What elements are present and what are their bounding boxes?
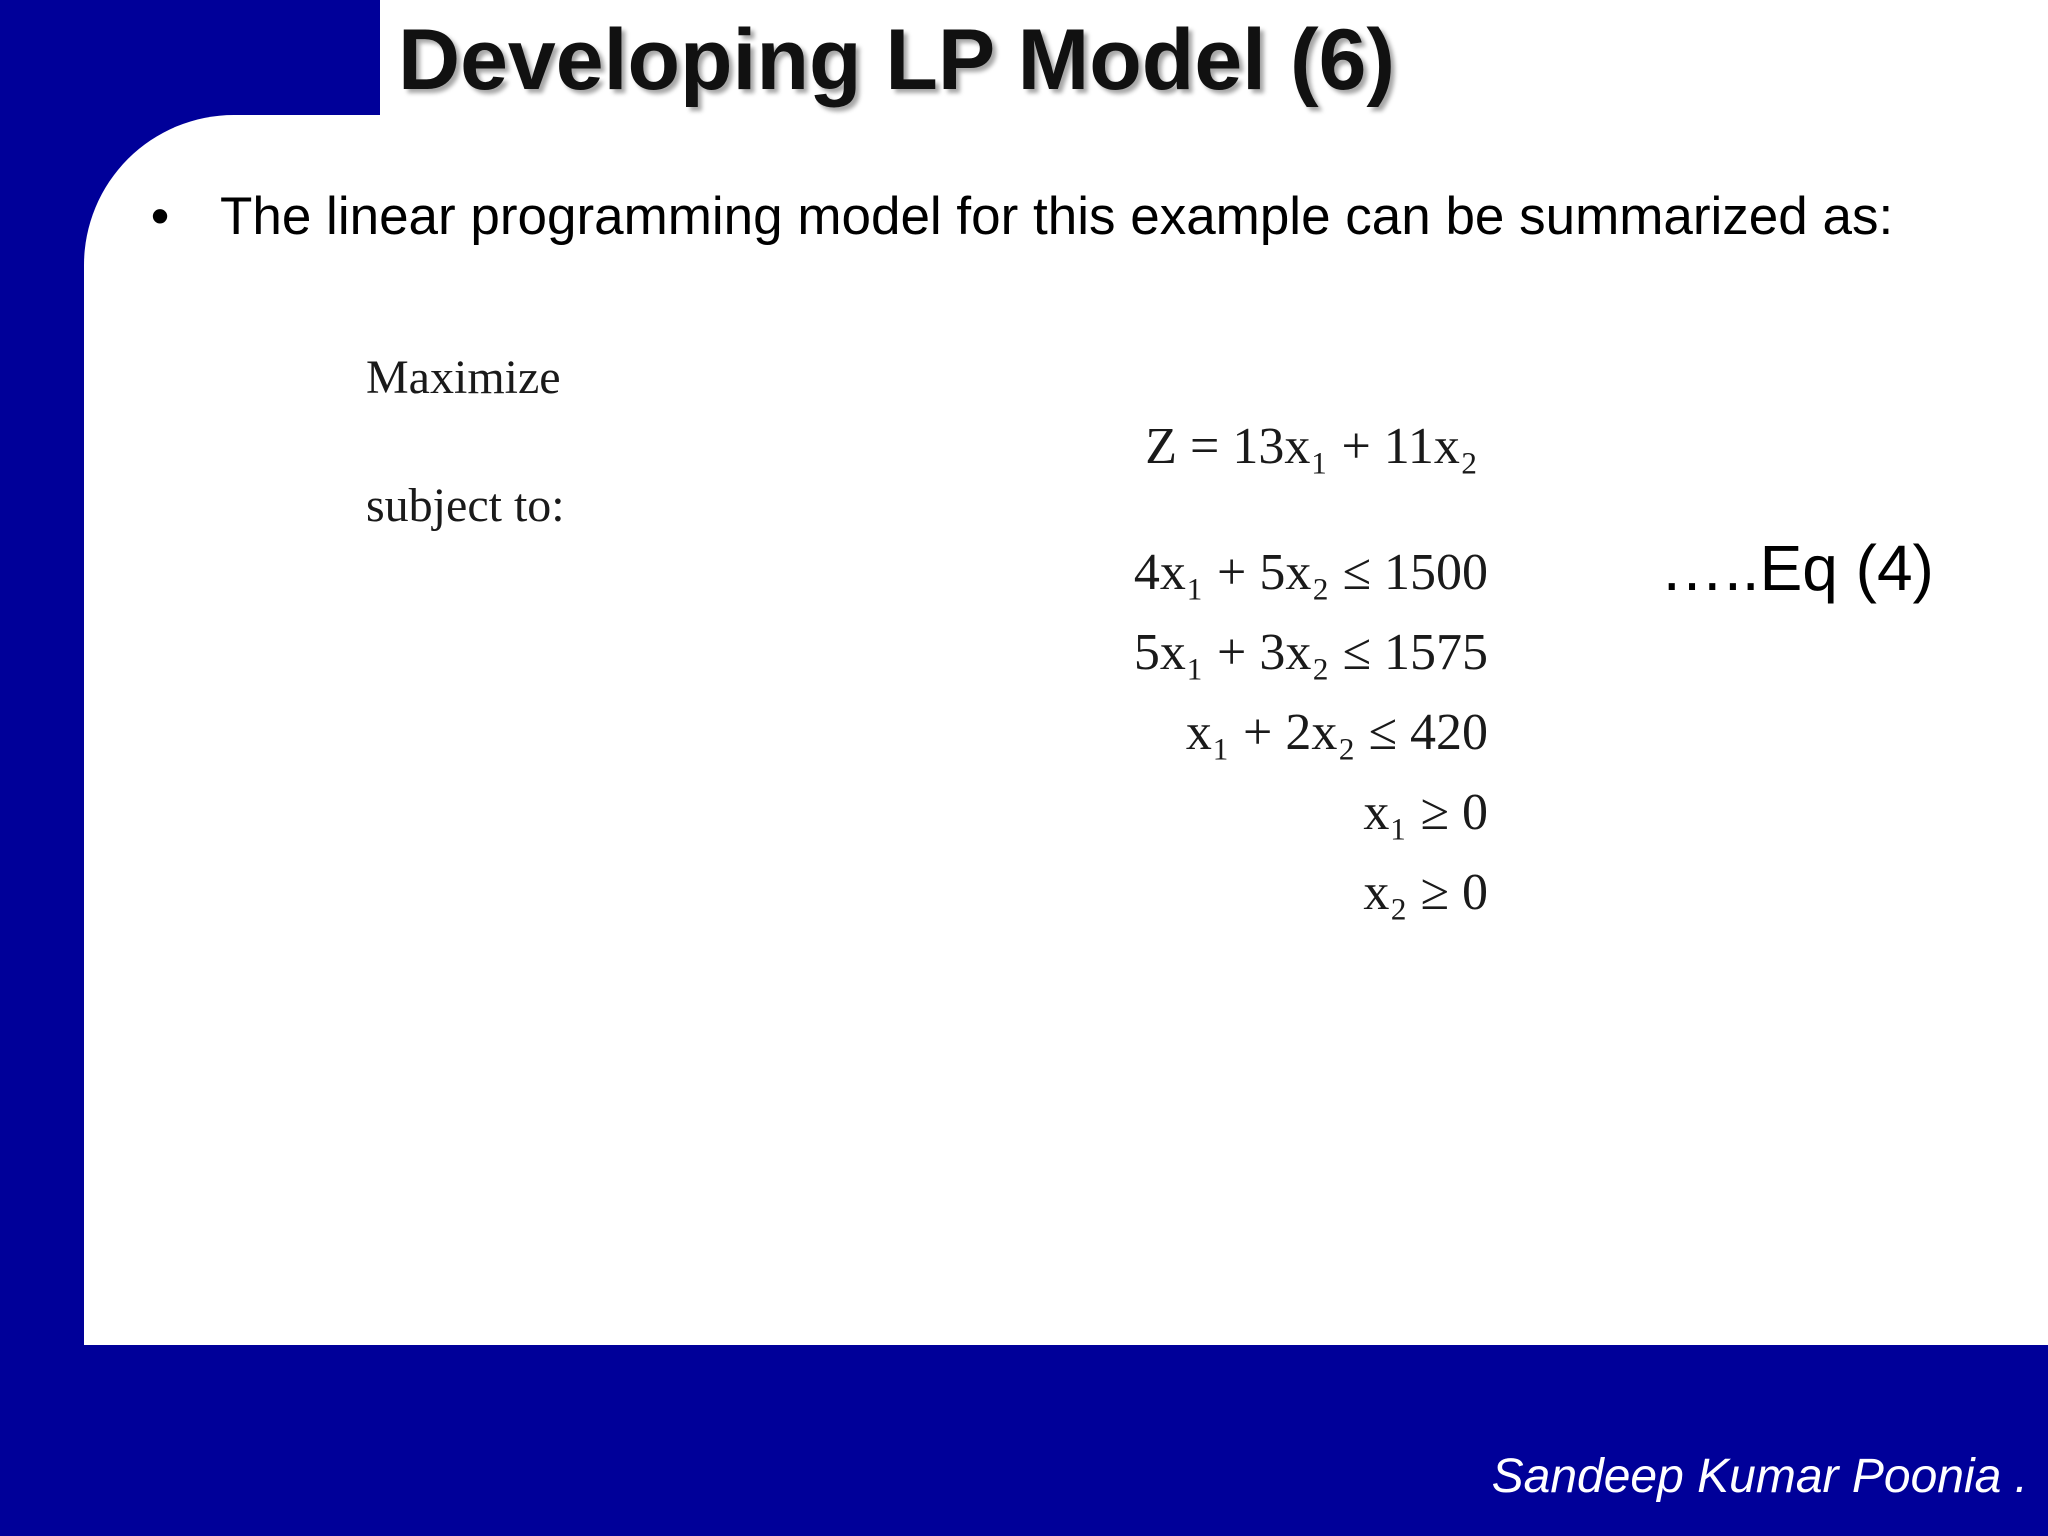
constraint-5: x₂ ≥ 0	[1363, 864, 1488, 921]
constraint-3: x₁ + 2x₂ ≤ 420	[1185, 704, 1488, 761]
objective-function: Z = 13x₁ + 11x₂	[1145, 418, 1478, 475]
constraint-2: 5x₁ + 3x₂ ≤ 1575	[1133, 624, 1488, 681]
equation-reference: …..Eq (4)	[1660, 532, 1934, 604]
bullet-dot: •	[150, 187, 170, 246]
constraint-1: 4x₁ + 5x₂ ≤ 1500	[1133, 544, 1488, 601]
maximize-label: Maximize	[366, 351, 561, 404]
page-title: Developing LP Model (6)	[398, 12, 1396, 108]
author-footer: Sandeep Kumar Poonia .	[1491, 1450, 2028, 1503]
content-panel	[84, 115, 2048, 1345]
subject-to-label: subject to:	[366, 479, 565, 532]
bullet-row	[140, 182, 2030, 252]
constraint-4: x₁ ≥ 0	[1363, 784, 1488, 841]
bullet-text: The linear programming model for this example can be summarized as:	[220, 187, 1894, 246]
